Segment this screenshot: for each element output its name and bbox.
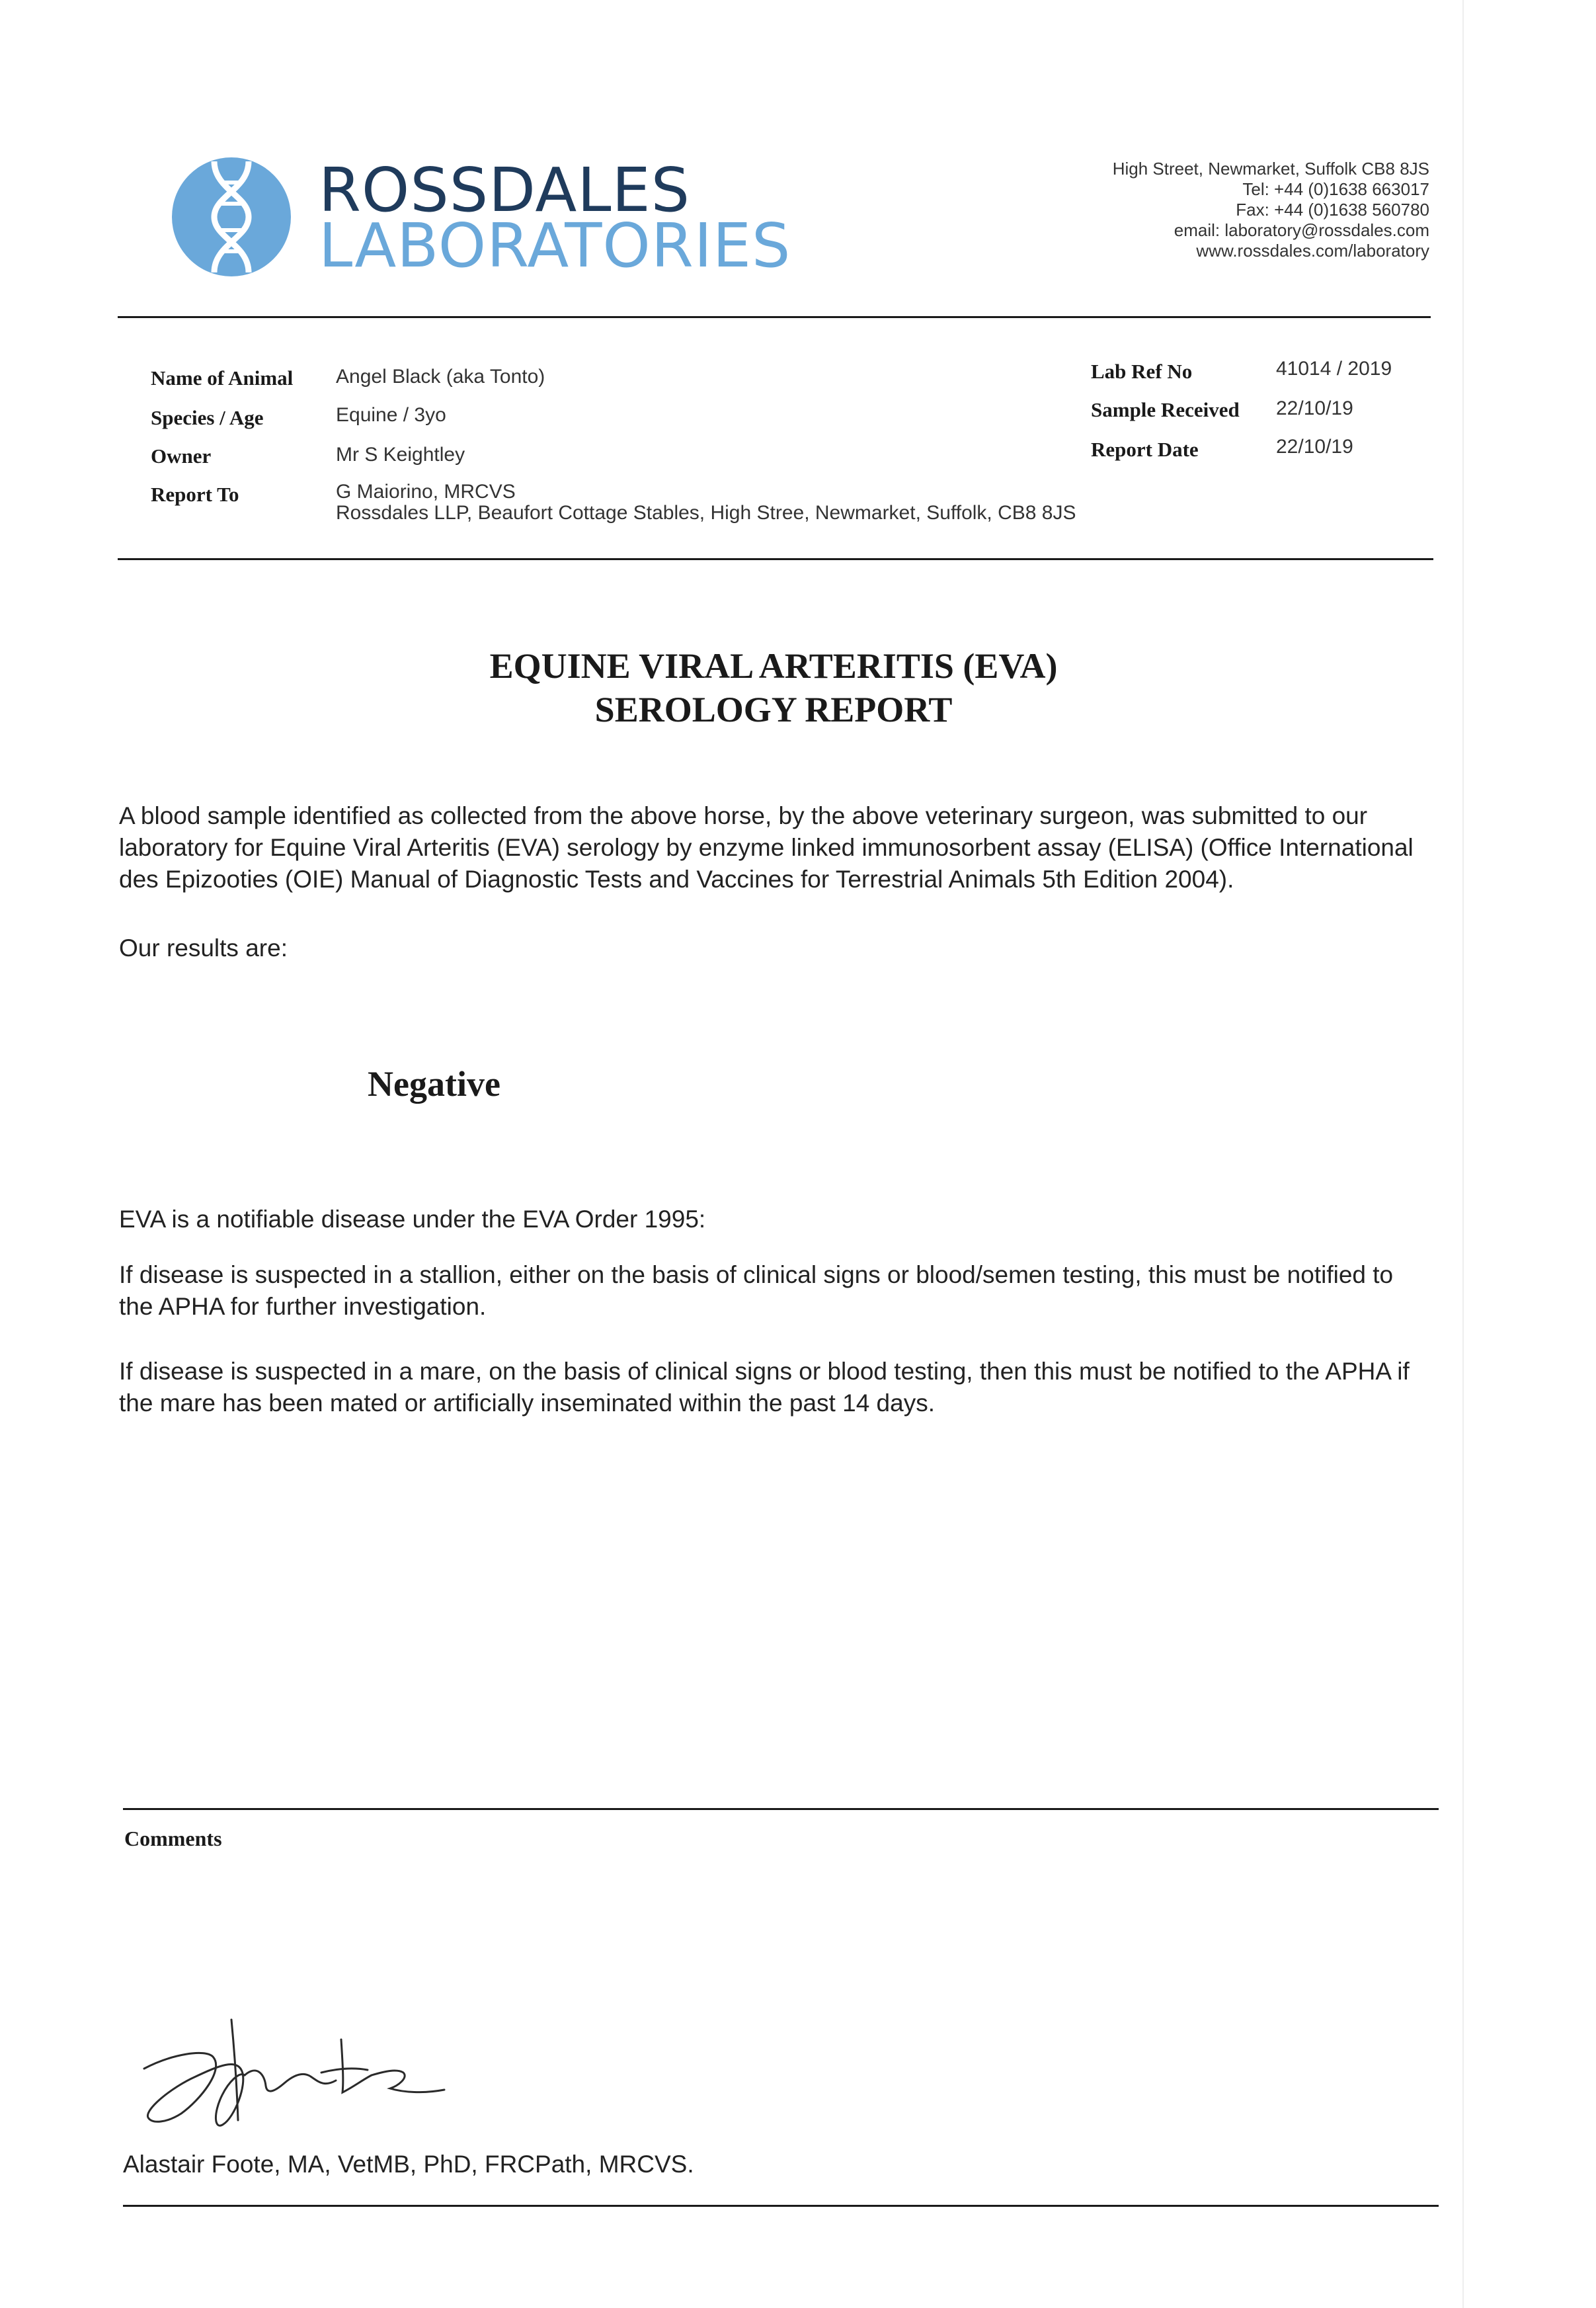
fax-line: Fax: +44 (0)1638 560780 <box>1236 200 1429 220</box>
page-edge <box>1462 0 1464 2308</box>
comments-divider <box>123 1808 1439 1810</box>
signatory-name: Alastair Foote, MA, VetMB, PhD, FRCPath, MRCVS. <box>123 2151 694 2178</box>
report-to-label: Report To <box>151 483 239 506</box>
address-line: High Street, Newmarket, Suffolk CB8 8JS <box>1112 159 1429 179</box>
brand-name: ROSSDALES <box>319 155 691 226</box>
comments-label: Comments <box>124 1827 222 1850</box>
report-to-name: G Maiorino, MRCVS <box>336 481 516 503</box>
website-line: www.rossdales.com/laboratory <box>1196 241 1429 261</box>
tel-line: Tel: +44 (0)1638 663017 <box>1242 179 1429 199</box>
stallion-paragraph: If disease is suspected in a stallion, either on the basis of clinical signs or blood/semen testing, this must be notified to the APHA for further investigation. <box>119 1261 1394 1320</box>
species-label: Species / Age <box>151 406 264 429</box>
mare-paragraph: If disease is suspected in a mare, on the basis of clinical signs or blood testing, then this must be notified to the APHA if the mare has been mated or artificially inseminated within the past 14 days. <box>119 1358 1410 1417</box>
test-result: Negative <box>368 1064 500 1104</box>
results-intro: Our results are: <box>119 934 288 962</box>
email-line: email: laboratory@rossdales.com <box>1174 220 1429 240</box>
lab-ref-label: Lab Ref No <box>1091 360 1193 383</box>
report-to-address: Rossdales LLP, Beaufort Cottage Stables, High Stree, Newmarket, Suffolk, CB8 8JS <box>336 502 1076 524</box>
sample-received-value: 22/10/19 <box>1276 397 1353 419</box>
report-date-label: Report Date <box>1091 438 1199 461</box>
report-title-line1: EQUINE VIRAL ARTERITIS (EVA) <box>489 646 1058 686</box>
sample-received-label: Sample Received <box>1091 398 1240 421</box>
notifiable-statement: EVA is a notifiable disease under the EVA Order 1995: <box>119 1206 706 1233</box>
details-divider <box>118 558 1433 560</box>
species-value: Equine / 3yo <box>336 404 446 426</box>
name-label: Name of Animal <box>151 366 294 390</box>
dna-logo-icon <box>171 156 292 278</box>
footer-divider <box>123 2205 1439 2207</box>
intro-paragraph: A blood sample identified as collected from the above horse, by the above veterinary surgeon, was submitted to our laboratory for Equine Viral Arteritis (EVA) serology by enzyme linked immunosorbent assay (ELISA) (Office International des Epizooties (OIE) Manual of Diagnostic Tests and Vaccines for Terrestrial Animals 5th Edition 2004). <box>119 802 1414 893</box>
contact-block <box>1113 159 1429 261</box>
lab-ref-value: 41014 / 2019 <box>1276 358 1392 380</box>
report-title <box>0 644 1547 731</box>
report-title-line2: SEROLOGY REPORT <box>594 690 953 729</box>
brand-subtitle: LABORATORIES <box>319 210 791 281</box>
report-date-value: 22/10/19 <box>1276 436 1353 458</box>
owner-value: Mr S Keightley <box>336 444 465 466</box>
signature <box>126 2008 469 2140</box>
owner-label: Owner <box>151 444 212 468</box>
name-value: Angel Black (aka Tonto) <box>336 366 545 388</box>
header-divider <box>118 316 1431 318</box>
